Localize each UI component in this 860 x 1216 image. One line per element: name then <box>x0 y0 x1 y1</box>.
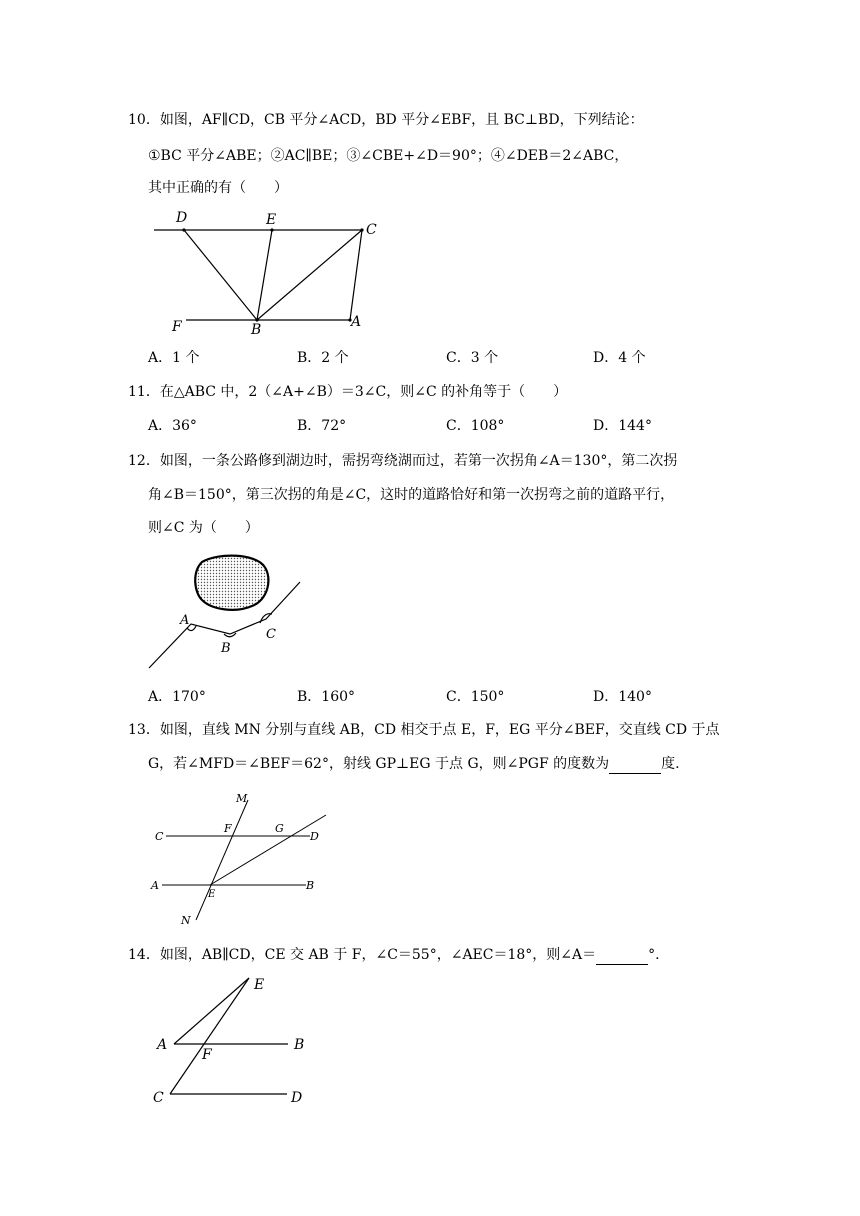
q13-answer-blank[interactable] <box>609 757 661 774</box>
q10-label-b: B <box>251 322 262 338</box>
q12-option-a[interactable]: A．170° <box>148 689 206 705</box>
q10-label-e: E <box>266 212 277 228</box>
q13-label-m: M <box>236 792 248 805</box>
q11-option-c[interactable]: C．108° <box>446 418 505 434</box>
q10-label-c: C <box>366 222 377 238</box>
q11-option-d[interactable]: D．144° <box>593 418 652 434</box>
q10-option-a[interactable]: A．1 个 <box>148 350 200 366</box>
lake-shape <box>195 556 268 610</box>
q13-label-b: B <box>306 879 315 892</box>
q12-label-b: B <box>221 641 231 656</box>
q14-stem-text: 14．如图，AB∥CD，CE 交 AB 于 F，∠C＝55°，∠AEC＝18°，则∠A＝ <box>128 947 597 963</box>
q13-stem-line-2 <box>148 754 680 774</box>
q14-label-d: D <box>291 1090 303 1106</box>
q14-label-b: B <box>294 1037 305 1053</box>
q10-stem-line-2: ①BC 平分∠ABE；②AC∥BE；③∠CBE+∠D＝90°；④∠DEB＝2∠ABC， <box>148 148 629 164</box>
q10-option-d[interactable]: D．4 个 <box>593 350 646 366</box>
q12-label-c: C <box>266 627 276 642</box>
q12-label-a: A <box>180 613 190 628</box>
q14-stem-line-1 <box>128 945 660 965</box>
q14-label-a: A <box>157 1037 168 1053</box>
q10-label-f: F <box>172 319 182 335</box>
q14-label-f: F <box>202 1047 212 1063</box>
q12-stem-line-1: 12．如图，一条公路修到湖边时，需拐弯绕湖而过，若第一次拐角∠A＝130°，第二次拐 <box>128 453 678 469</box>
q10-stem-line-3: 其中正确的有（ ） <box>148 180 288 196</box>
q13-stem-line-1: 13．如图，直线 MN 分别与直线 AB，CD 相交于点 E，F，EG 平分∠BEF，交直线 CD 于点 <box>128 722 720 738</box>
q13-stem-suffix: 度. <box>661 756 680 772</box>
q14-label-c: C <box>153 1090 164 1106</box>
q12-option-c[interactable]: C．150° <box>446 689 505 705</box>
q11-option-b[interactable]: B．72° <box>297 418 347 434</box>
q11-stem-line-1: 11．在△ABC 中，2（∠A+∠B）＝3∠C，则∠C 的补角等于（ ） <box>128 384 568 400</box>
q13-label-n: N <box>181 914 191 927</box>
q13-label-c: C <box>155 830 164 843</box>
q12-stem-line-2: 角∠B＝150°，第三次拐的角是∠C，这时的道路恰好和第一次拐弯之前的道路平行， <box>148 487 675 503</box>
q13-label-e: E <box>208 889 216 900</box>
q13-figure <box>148 786 338 928</box>
q10-label-a: A <box>351 314 362 330</box>
q10-stem-line-1: 10．如图，AF∥CD，CB 平分∠ACD，BD 平分∠EBF，且 BC⊥BD，下列结论： <box>128 112 644 128</box>
q14-label-e: E <box>254 977 265 993</box>
q13-label-f: F <box>224 822 232 835</box>
q12-option-b[interactable]: B．160° <box>297 689 356 705</box>
q12-stem-line-3: 则∠C 为（ ） <box>148 520 259 536</box>
q13-label-a: A <box>151 879 159 892</box>
q14-figure <box>150 972 320 1108</box>
q10-label-d: D <box>176 210 188 226</box>
q10-option-c[interactable]: C．3 个 <box>446 350 499 366</box>
q13-label-d: D <box>310 830 319 843</box>
q13-label-g: G <box>275 822 284 835</box>
q11-option-a[interactable]: A．36° <box>148 418 197 434</box>
q12-option-d[interactable]: D．140° <box>593 689 652 705</box>
q14-answer-blank[interactable] <box>596 948 648 965</box>
q10-option-b[interactable]: B．2 个 <box>297 350 349 366</box>
q13-stem-text: G，若∠MFD＝∠BEF＝62°，射线 GP⊥EG 于点 G，则∠PGF 的度数为 <box>148 756 610 772</box>
q14-stem-suffix: °. <box>648 947 660 963</box>
q12-figure <box>140 548 320 673</box>
q10-figure <box>150 206 390 336</box>
